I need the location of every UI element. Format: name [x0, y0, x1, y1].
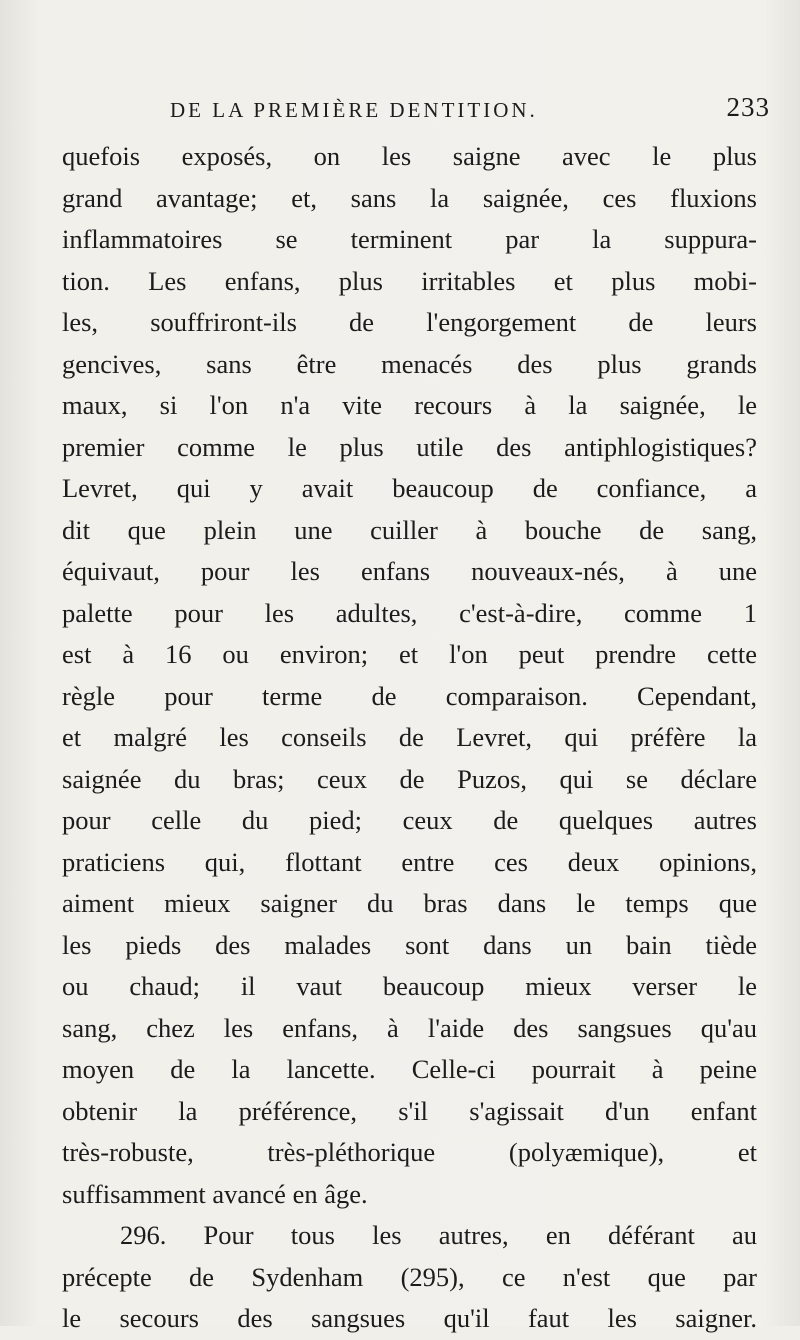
text-line: moyen de la lancette. Celle-ci pourrait à peine — [62, 1054, 757, 1084]
text-line: précepte de Sydenham (295), ce n'est que par — [62, 1261, 757, 1292]
text-line: aiment mieux saigner du bras dans le temps que — [62, 888, 757, 918]
text-line: équivaut, pour les enfans nouveaux-nés, à une — [62, 556, 757, 586]
text-line: tion. Les enfans, plus irritables et plus mobi- — [62, 265, 757, 296]
text-line: le secours des sangsues qu'il faut les saigner. — [62, 1303, 757, 1333]
text-line: praticiens qui, flottant entre ces deux opinions, — [62, 846, 757, 877]
text-line: gencives, sans être menacés des plus grands — [62, 348, 757, 379]
text-line: inflammatoires se terminent par la suppura- — [62, 224, 757, 254]
paragraph-end-line: suffisamment avancé en âge. — [62, 1178, 368, 1209]
text-line: obtenir la préférence, s'il s'agissait d'un enfant — [62, 1095, 757, 1126]
paragraph-start-line: 296. Pour tous les autres, en déférant au — [120, 1220, 757, 1250]
page-number: 233 — [726, 92, 770, 122]
body-text — [62, 136, 757, 1340]
text-line: Levret, qui y avait beaucoup de confiance, a — [62, 473, 757, 503]
text-line: pour celle du pied; ceux de quelques autres — [62, 805, 757, 835]
running-head-title: DE LA PREMIÈRE DENTITION. — [170, 98, 538, 122]
text-line: règle pour terme de comparaison. Cependant, — [62, 680, 757, 711]
text-line: maux, si l'on n'a vite recours à la saignée, le — [62, 390, 757, 420]
running-head — [170, 92, 770, 128]
text-line: sang, chez les enfans, à l'aide des sangsues qu'au — [62, 1012, 757, 1043]
text-line: très-robuste, très-pléthorique (polyæmique), et — [62, 1137, 757, 1167]
text-line: dit que plein une cuiller à bouche de sang, — [62, 514, 757, 545]
text-line: est à 16 ou environ; et l'on peut prendre cette — [62, 639, 757, 669]
text-line: premier comme le plus utile des antiphlogistiques? — [62, 431, 757, 462]
text-line: saignée du bras; ceux de Puzos, qui se déclare — [62, 763, 757, 794]
text-line: quefois exposés, on les saigne avec le plus — [62, 141, 757, 171]
text-line: ou chaud; il vaut beaucoup mieux verser le — [62, 971, 757, 1001]
text-line: les, souffriront-ils de l'engorgement de leurs — [62, 307, 757, 337]
text-line: et malgré les conseils de Levret, qui préfère la — [62, 722, 757, 752]
text-line: palette pour les adultes, c'est-à-dire, comme 1 — [62, 597, 757, 628]
text-line: grand avantage; et, sans la saignée, ces fluxions — [62, 182, 757, 213]
text-line: les pieds des malades sont dans un bain tiède — [62, 929, 757, 960]
